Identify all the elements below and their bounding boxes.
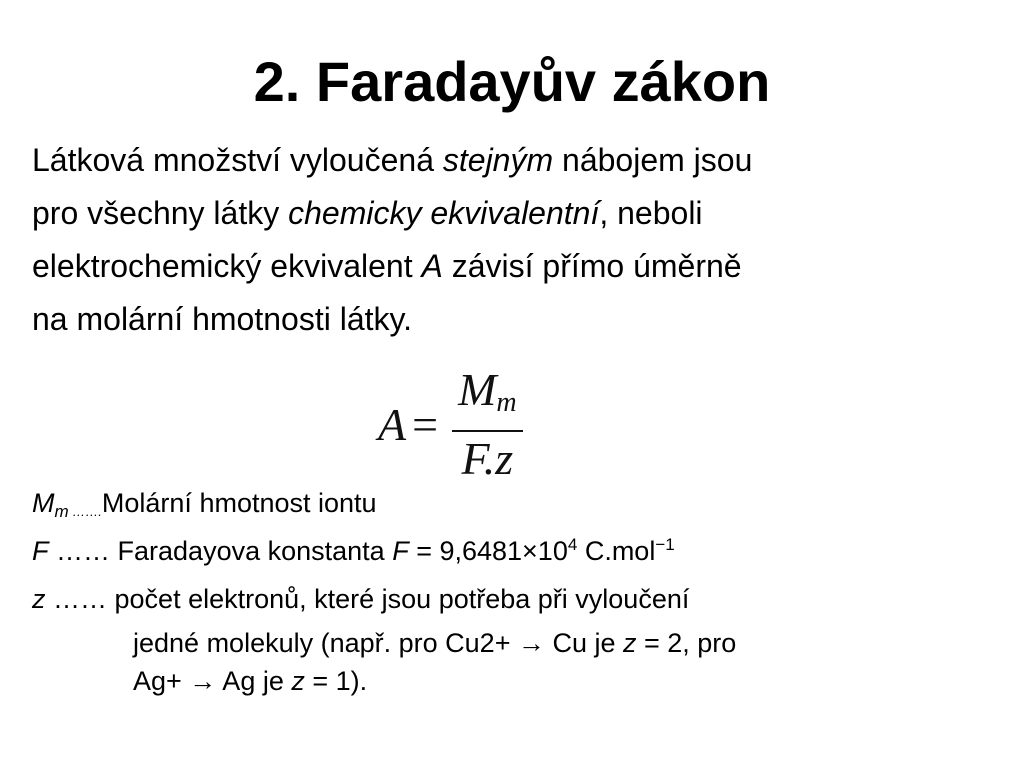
def-continuation-2 — [133, 666, 367, 697]
def-symbol: F — [392, 536, 409, 566]
intro-text: , neboli — [599, 195, 703, 231]
symbol-a: A — [421, 248, 443, 284]
intro-paragraph — [32, 134, 992, 346]
def-dots: …… — [48, 536, 118, 566]
def-symbol: z — [32, 584, 46, 614]
def-symbol: M — [32, 488, 55, 518]
numerator-subscript: m — [496, 386, 517, 418]
intro-line-2 — [32, 187, 992, 240]
def-faraday-constant — [32, 536, 675, 567]
def-symbol: F — [32, 536, 49, 566]
def-text: Faradayova konstanta — [117, 536, 393, 566]
intro-line-4: na molární hmotnosti látky. — [32, 301, 413, 337]
def-text: jedné molekuly (např. pro Cu2+ → Cu je — [133, 628, 623, 658]
formula-fraction — [452, 365, 523, 484]
intro-line-1 — [32, 134, 992, 187]
def-exponent: 4 — [567, 535, 578, 554]
def-text: počet elektronů, které jsou potřeba při vyloučení — [114, 584, 690, 614]
formula-lhs: A — [378, 398, 407, 450]
def-value: = 9,6481×10 — [408, 536, 568, 566]
numerator-symbol: M — [458, 363, 497, 415]
def-text: Molární hmotnost iontu — [101, 488, 377, 518]
def-electron-count — [32, 584, 689, 615]
def-dots: ……. — [68, 504, 102, 519]
formula-equals: = — [412, 398, 439, 450]
intro-text: závisí přímo úměrně — [442, 248, 742, 284]
def-molar-mass — [32, 488, 377, 522]
def-unit: C.mol — [577, 536, 656, 566]
emphasis-text: stejným — [442, 142, 554, 178]
def-text: = 1). — [304, 666, 368, 696]
formula-numerator — [452, 365, 523, 432]
intro-text: elektrochemický ekvivalent — [32, 248, 422, 284]
def-text: Ag+ → Ag je — [133, 666, 292, 696]
intro-text: pro všechny látky — [32, 195, 289, 231]
formula-denominator: F.z — [461, 432, 514, 484]
intro-text: nábojem jsou — [553, 142, 753, 178]
def-text: = 2, pro — [636, 628, 737, 658]
def-dots: …… — [45, 584, 115, 614]
def-unit-exponent: −1 — [655, 535, 675, 554]
page-title: 2. Faradayův zákon — [253, 50, 771, 113]
def-symbol: z — [291, 666, 305, 696]
formula — [378, 363, 523, 484]
def-subscript: m — [54, 502, 69, 521]
def-continuation-1 — [133, 628, 736, 659]
intro-line-3 — [32, 240, 992, 293]
intro-text: Látková množství vyloučená — [32, 142, 443, 178]
def-symbol: z — [623, 628, 637, 658]
emphasis-text: chemicky ekvivalentní — [288, 195, 600, 231]
